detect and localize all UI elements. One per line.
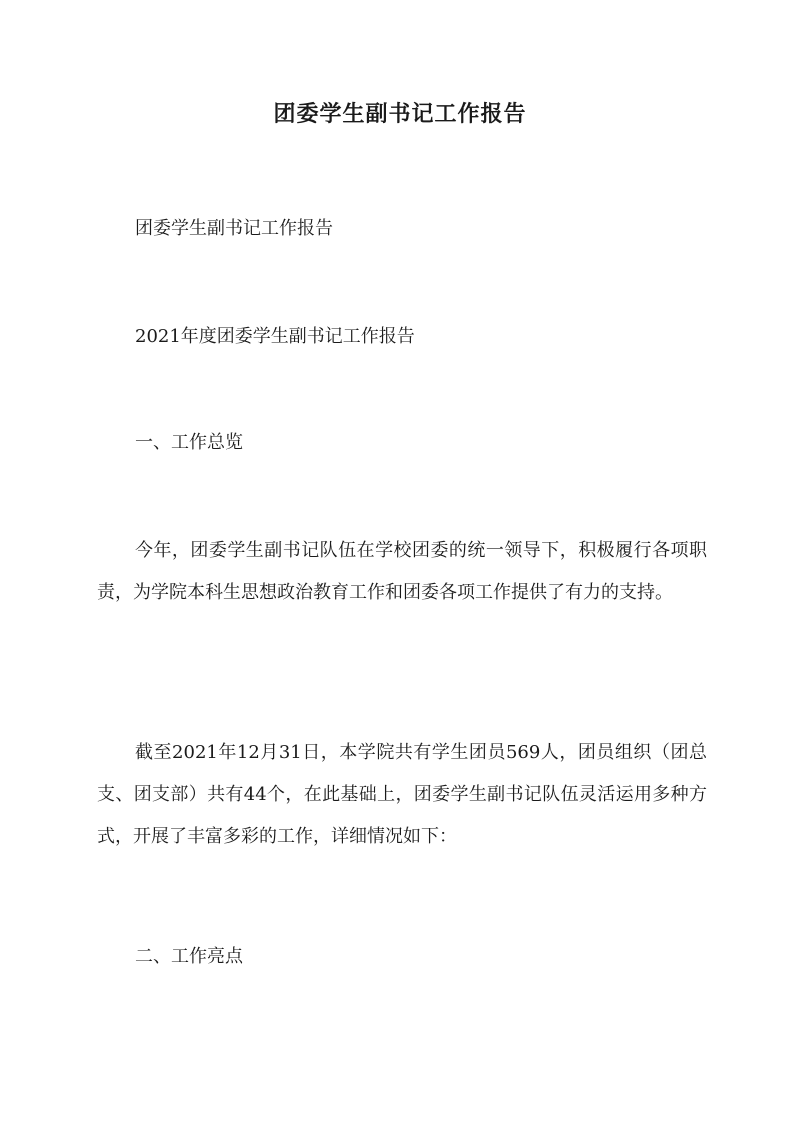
document-title: 团委学生副书记工作报告 xyxy=(273,101,527,127)
paragraph-overview: 今年，团委学生副书记队伍在学校团委的统一领导下，积极履行各项职责，为学院本科生思想政治教育工作和团委各项工作提供了有力的支持。 xyxy=(97,540,707,603)
report-name: 2021年度团委学生副书记工作报告 xyxy=(135,326,415,347)
paragraph-statistics: 截至2021年12月31日，本学院共有学生团员569人，团员组织（团总支、团支部）共有44个，在此基础上，团委学生副书记队伍灵活运用多种方式，开展了丰富多彩的工作，详细情况如下： xyxy=(97,742,707,847)
section-heading-overview: 一、工作总览 xyxy=(135,432,243,453)
section-heading-highlights: 二、工作亮点 xyxy=(135,946,243,967)
document-subtitle: 团委学生副书记工作报告 xyxy=(135,218,333,239)
